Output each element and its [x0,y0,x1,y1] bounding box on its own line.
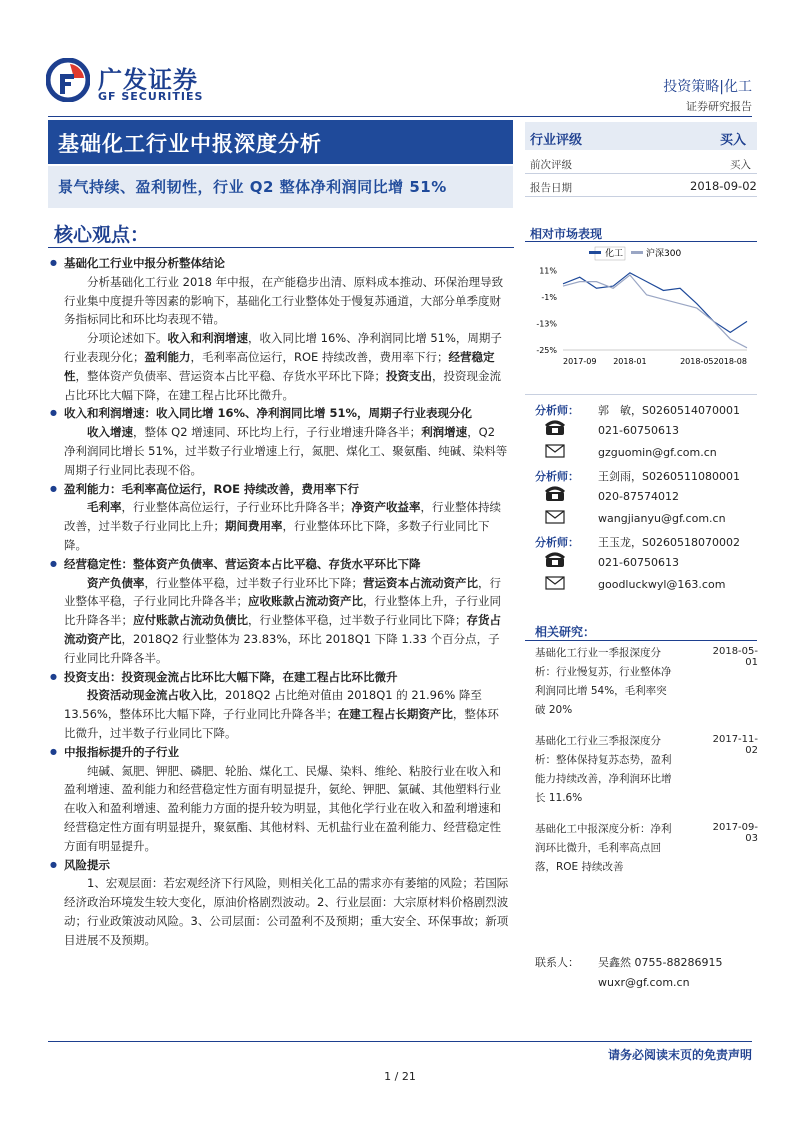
para-investment [64,686,510,742]
related-item-1-date: 2018-05-01 [712,646,758,668]
email-icon [545,444,565,458]
analyst-top-divider [525,394,757,395]
para-risk: 1、宏观层面：若宏观经济下行风险，则相关化工品的需求亦有萎缩的风险；若国际经济政治环境发生较大变化，原油价格剧烈波动。2、行业层面：大宗原材料价格剧烈波动；行业政策波动风险。3、公司层面：公司盈利不及预期；重大安全、环保事故；新项目进展不及预期。 [64,876,509,947]
analyst-3-name: 王玉龙，S0260518070002 [598,536,740,549]
legend-swatch-chemical [589,251,601,254]
bullet-growth [64,404,510,423]
contact-name-phone: 吴鑫然 0755-88286915 [598,956,723,969]
para-stability [64,574,510,668]
para-stab-t3: ，行业整体上升，子行业同比升降各半； [64,594,501,628]
related-item-1[interactable]: 基础化工行业一季报深度分析：行业慢复苏，行业整体净利润同比增 54%，毛利率突破 20% [535,647,672,716]
analyst-1-name: 郭 敏，S0260514070001 [598,404,740,417]
bullet-stability-text: 经营稳定性：整体资产负债率、营运资本占比平稳、存货水平环比下降 [64,556,421,571]
bullet-subsectors [64,743,510,762]
kw-working-capital: 营运资本占流动资产比 [363,575,478,590]
bullet-risk [64,856,510,875]
y-tick-label: -25% [536,346,557,355]
footer-disclaimer: 请务必阅读末页的免责声明 [607,1048,752,1062]
bullet-overall [64,254,510,273]
phone-icon [545,486,565,502]
analyst-3-phone: 021-60750613 [598,556,679,569]
report-category: 投资策略|化工 [663,79,752,95]
core-view-title: 核心观点： [54,224,150,246]
x-tick-label: 2018-05 [680,357,714,366]
prev-rating-value: 买入 [730,159,751,171]
analyst-1-email[interactable]: gzguomin@gf.com.cn [598,446,717,459]
kw-stability: 经营稳定性 [64,349,495,383]
analyst-2-phone: 020-87574012 [598,490,679,503]
legend-label-hs300: 沪深300 [646,249,682,259]
report-date-value: 2018-09-02 [690,179,757,193]
related-item-2[interactable]: 基础化工行业三季报深度分析：整体保持复苏态势，盈利能力持续改善，净利润环比增长 11.6% [535,735,672,804]
bullet-overall-text: 基础化工行业中报分析整体结论 [64,256,225,270]
kw-profit-growth: 利润增速 [421,425,468,440]
y-tick-label: -13% [536,319,557,329]
para-summary-t1: ，收入同比增 16%、净利润同比增 51%，周期子行业表现分化； [64,331,502,364]
rating-divider [525,173,757,174]
kw-revenue-growth: 收入增速 [87,425,133,440]
bullet-subsectors-text: 中报指标提升的子行业 [64,744,179,759]
bullet-investment [64,668,510,687]
email-icon [545,576,565,590]
related-item-2-date: 2017-11-02 [712,734,758,756]
core-view-divider [48,247,514,248]
bullet-profitability-text: 盈利能力：毛利率高位运行，ROE 持续改善，费用率下行 [64,481,359,496]
kw-construction: 在建工程占长期资产比 [337,707,453,722]
core-view-body [64,254,510,949]
para-summary [64,329,510,404]
para-growth [64,423,510,479]
related-item-3-date: 2017-09-03 [712,822,758,844]
kw-debt-ratio: 资产负债率 [87,575,145,590]
chart-series [563,273,747,350]
kw-revenue-profit: 收入和利润增速 [167,331,248,346]
report-title: 基础化工行业中报深度分析 [58,132,322,156]
footer-divider [48,1041,752,1042]
rating-value: 买入 [720,133,747,148]
rating-label: 行业评级 [530,133,583,148]
para-prof-t1: ，行业整体高位运行，子行业环比升降各半； [121,500,352,515]
header-divider [48,116,752,117]
y-axis-ticks [536,267,557,355]
analyst-label-2: 分析师： [535,470,579,483]
page-number: 1 / 21 [384,1070,416,1083]
y-tick-label: -1% [541,293,557,303]
report-subtitle: 景气持续、盈利韧性，行业 Q2 整体净利润同比增 51% [58,178,447,196]
kw-gross-margin: 毛利率 [87,500,122,515]
report-date-label: 报告日期 [530,182,572,194]
chart-legend [589,247,681,260]
bullet-stability [64,555,510,574]
phone-icon [545,420,565,436]
x-axis-ticks [563,357,747,366]
market-title: 相对市场表现 [530,227,603,241]
para-summary-t3: ，整体资产负债率、营运资本占比平稳、存货水平环比下降； [75,368,386,383]
market-divider [525,241,757,242]
kw-payables: 应付账款占流动负债比 [133,613,248,628]
analyst-1-phone: 021-60750613 [598,424,679,437]
contact-label: 联系人： [535,956,579,969]
para-growth-t1: ，整体 Q2 增速同、环比均上行，子行业增速升降各半； [133,425,422,440]
related-divider [525,640,757,641]
analyst-label-3: 分析师： [535,536,579,549]
legend-swatch-hs300 [631,251,643,254]
para-stab-t1: ，行业整体平稳，过半数子行业环比下降； [144,575,363,590]
para-prof-t3: ，行业整体环比下降，多数子行业同比下降。 [64,519,490,552]
para-prof-t2: ，行业整体持续改善，过半数子行业同比上升； [64,500,501,534]
para-subsectors: 纯碱、氮肥、钾肥、磷肥、轮胎、煤化工、民爆、染料、维纶、粘胶行业在收入和盈利增速、盈利能力和经营稳定性方面有明显提升，氨纶、钾肥、氯碱、其他塑料行业在收入和盈利增速、盈利能力方面的提升较为明显，其他化学行业在收入和盈利增速和经营稳定性方面有明显提升，聚氨酯、其他材料、无机盐行业在盈利能力、经营稳定性方面有明显提升。 [64,763,501,853]
logo-text-cn: 广发证券 [98,66,198,94]
gf-logo-icon [46,58,90,102]
prev-rating-label: 前次评级 [530,159,572,171]
para-growth-t2: ，Q2 净利润同比增长 51%，过半数子行业增速上行，氮肥、煤化工、聚氨酯、纯碱、染料等周期子行业同比表现不俗。 [64,425,508,477]
logo-text-en: GF SECURITIES [98,90,204,103]
kw-receivables: 应收账款占流动资产比 [248,594,363,609]
analyst-2-email[interactable]: wangjianyu@gf.com.cn [598,512,726,525]
bullet-profitability [64,480,510,499]
para-summary-t2: ，毛利率高位运行，ROE 持续改善，费用率下行； [190,349,449,364]
x-tick-label: 2017-09 [563,357,597,366]
bullet-growth-text: 收入和利润增速：收入同比增 16%、净利润同比增 51%，周期子行业表现分化 [64,406,473,421]
para-summary-lead: 分项论述如下。 [87,331,168,346]
kw-roe: 净资产收益率 [351,500,421,515]
analyst-2-name: 王剑雨，S0260511080001 [598,470,740,483]
x-tick-label: 2018-08 [713,357,747,366]
related-item-3[interactable]: 基础化工中报深度分析：净利润环比微升，毛利率高点回落，ROE 持续改善 [535,823,672,873]
para-overall: 分析基础化工行业 2018 年中报，在产能稳步出清、原料成本推动、环保治理导致行业集中度提升等因素的影响下，基础化工行业整体处于慢复苏通道，大部分单季度财务指标同比和环比均表现不错。 [64,274,504,327]
phone-icon [545,552,565,568]
para-summary-t4: ，投资现金流占比环比大幅下降，在建工程占比环比微升。 [64,368,501,402]
email-icon [545,510,565,524]
para-stab-t2: ，行业整体平稳，子行业同比升降各半； [64,575,501,609]
rating-bottom-divider [525,196,757,197]
analyst-label-1: 分析师： [535,404,579,417]
para-stab-t4: ，行业整体平稳，过半数子行业同比下降； [248,613,467,628]
report-type: 证券研究报告 [686,100,752,113]
contact-email[interactable]: wuxr@gf.com.cn [598,976,690,989]
analyst-3-email[interactable]: goodluckwyl@163.com [598,578,726,591]
relative-market-chart [525,244,757,374]
x-tick-label: 2018-01 [613,357,647,366]
y-tick-label: 11% [539,266,557,276]
kw-profitability: 盈利能力 [144,349,191,364]
bullet-investment-text: 投资支出：投资现金流占比环比大幅下降，在建工程占比环比微升 [64,669,398,684]
para-stab-t5: ，2018Q2 行业整体为 23.83%，环比 2018Q1 下降 1.33 个百分点，子行业同比升降各半。 [64,631,500,665]
related-title: 相关研究： [535,625,596,639]
para-inv-t1: ，2018Q2 占比绝对值由 2018Q1 的 21.96% 降至 13.56%，整体环比大幅下降，子行业同比升降各半； [64,688,482,722]
kw-expense-ratio: 期间费用率 [225,519,283,534]
para-inv-t2: ，整体环比微升，过半数子行业同比下降。 [64,707,499,740]
kw-investment: 投资支出 [386,368,432,383]
kw-inventory: 存货占流动资产比 [64,613,501,646]
bullet-risk-text: 风险提示 [64,857,110,872]
legend-label-chemical: 化工 [605,249,624,259]
kw-invest-cashflow: 投资活动现金流占收入比 [87,688,214,703]
para-profitability [64,498,510,554]
